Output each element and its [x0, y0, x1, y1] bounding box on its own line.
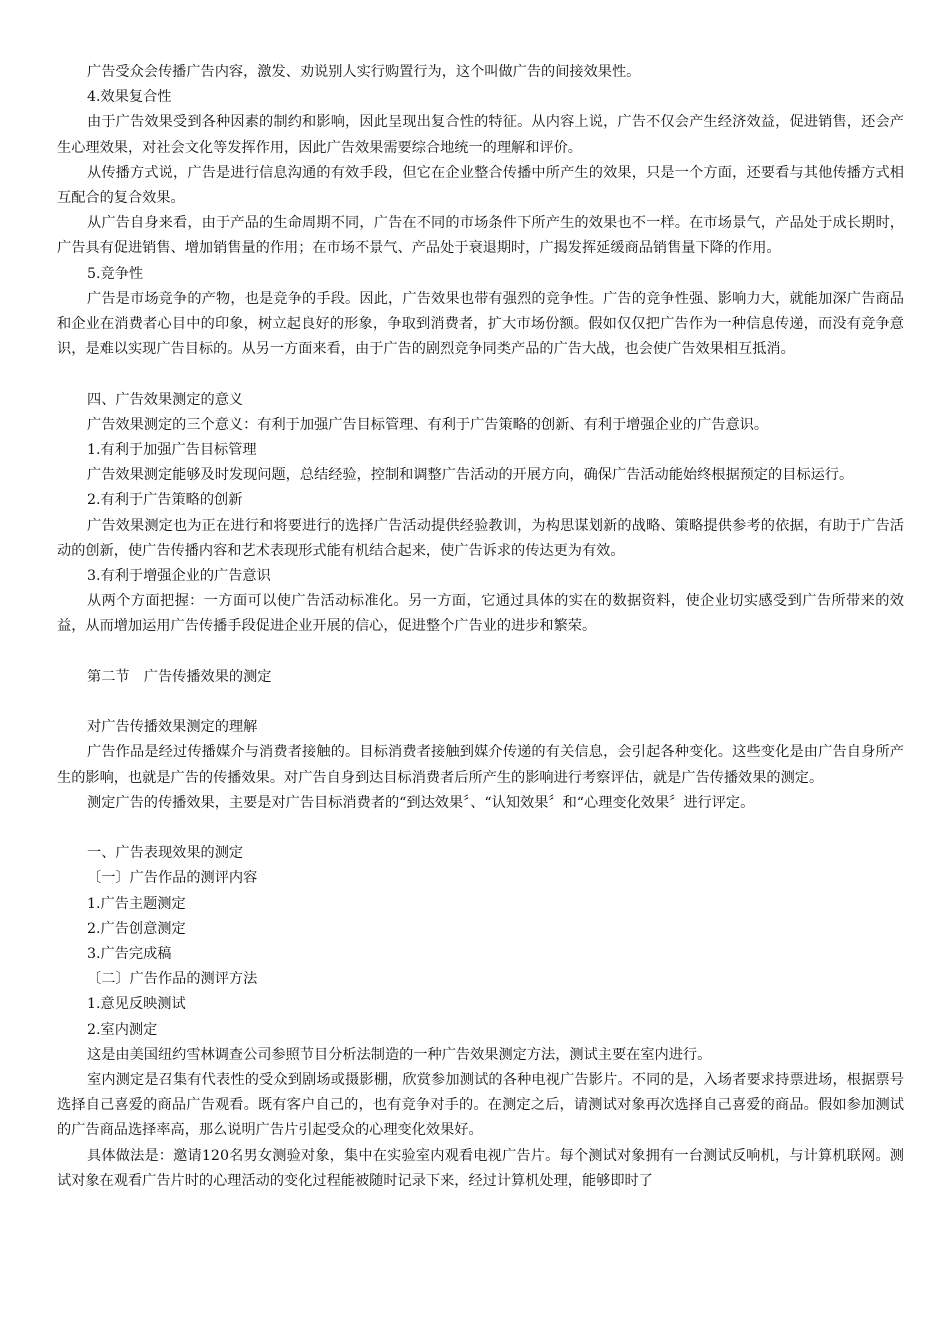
paragraph: 广告受众会传播广告内容，激发、劝说别人实行购置行为，这个叫做广告的间接效果性。 [87, 64, 641, 80]
section-heading: 4.效果复合性 [87, 89, 172, 106]
list-item: 1.意见反映测试 [87, 996, 186, 1013]
paragraph: 广告效果测定的三个意义：有利于加强广告目标管理、有利于广告策略的创新、有利于增强企业的广告意识。 [87, 416, 769, 433]
blank-line [57, 640, 904, 665]
paragraph: 广告效果测定也为正在进行和将要进行的选择广告活动提供经验教训，为构思谋划新的战略、策略提供参考的依据，有助于广告活动的创新，使广告传播内容和艺术表现形式能有机结合起来，使广告诉求的传达更为有效。 [57, 517, 904, 559]
paragraph: 具体做法是：邀请120名男女测验对象，集中在实验室内观看电视广告片。每个测试对象拥有一台测试反响机，与计算机联网。测试对象在观看广告片时的心理活动的变化过程能被随时记录下来，经过计算机处理，能够即时了 [57, 1147, 904, 1189]
list-item: 2.广告创意测定 [87, 920, 186, 937]
section-heading: 1.有利于加强广告目标管理 [87, 442, 257, 459]
paragraph: 由于广告效果受到各种因素的制约和影响，因此呈现出复合性的特征。从内容上说，广告不仅会产生经济效益，促进销售，还会产生心理效果，对社会文化等发挥作用，因此广告效果需要综合地统一的理解和评价。 [57, 114, 904, 156]
paragraph: 室内测定是召集有代表性的受众到剧场或摄影棚，欣赏参加测试的各种电视广告影片。不同的是，入场者要求持票进场，根据票号选择自己喜爱的商品广告观看。既有客户自己的，也有竞争对手的。在测定之后，请测试对象再次选择自己喜爱的商品。假如参加测试的广告商品选择率高，那么说明广告片引起受众的心理变化效果好。 [57, 1072, 904, 1139]
section-heading: 对广告传播效果测定的理解 [87, 719, 258, 736]
paragraph: 广告作品是经过传播媒介与消费者接触的。目标消费者接触到媒介传递的有关信息，会引起各种变化。这些变化是由广告自身所产生的影响，也就是广告的传播效果。对广告自身到达目标消费者后所产生的影响进行考察评估，就是广告传播效果的测定。 [57, 744, 904, 786]
list-item: 3.广告完成稿 [87, 946, 172, 963]
section-heading: 四、广告效果测定的意义 [87, 391, 244, 408]
blank-line [57, 362, 904, 387]
section-heading: 一、广告表现效果的测定 [87, 845, 244, 862]
subsection-heading: 〔二〕广告作品的测评方法 [87, 971, 258, 988]
list-item: 2.室内测定 [87, 1021, 158, 1038]
blank-line [57, 816, 904, 841]
paragraph: 这是由美国纽约雪林调查公司参照节目分析法制造的一种广告效果测定方法，测试主要在室内进行。 [87, 1046, 712, 1063]
section-heading: 5.竞争性 [87, 265, 144, 282]
blank-line [57, 690, 904, 715]
subsection-heading: 〔一〕广告作品的测评内容 [87, 870, 258, 887]
list-item: 1.广告主题测定 [87, 895, 186, 912]
paragraph: 从两个方面把握：一方面可以使广告活动标准化。另一方面，它通过具体的实在的数据资料，使企业切实感受到广告所带来的效益，从而增加运用广告传播手段促进企业开展的信心，促进整个广告业的进步和繁荣。 [57, 593, 904, 635]
section-heading: 2.有利于广告策略的创新 [87, 492, 243, 509]
paragraph: 测定广告的传播效果，主要是对广告目标消费者的“到达效果〞、“认知效果〞和“心理变化效果〞进行评定。 [87, 794, 755, 811]
chapter-heading: 第二节 广告传播效果的测定 [87, 668, 272, 685]
paragraph: 从广告自身来看，由于产品的生命周期不同，广告在不同的市场条件下所产生的效果也不一样。在市场景气，产品处于成长期时，广告具有促进销售、增加销售量的作用；在市场不景气、产品处于衰退期时，广揭发挥延缓商品销售量下降的作用。 [57, 215, 904, 257]
paragraph: 广告是市场竞争的产物，也是竞争的手段。因此，广告效果也带有强烈的竞争性。广告的竞争性强、影响力大，就能加深广告商品和企业在消费者心目中的印象，树立起良好的形象，争取到消费者，扩大市场份额。假如仅仅把广告作为一种信息传递，而没有竞争意识，是难以实现广告目标的。从另一方面来看，由于广告的剧烈竞争同类产品的广告大战，也会使广告效果相互抵消。 [57, 290, 904, 358]
section-heading: 3.有利于增强企业的广告意识 [87, 568, 271, 585]
paragraph: 从传播方式说，广告是进行信息沟通的有效手段，但它在企业整合传播中所产生的效果，只是一个方面，还要看与其他传播方式相互配合的复合效果。 [57, 164, 904, 207]
paragraph: 广告效果测定能够及时发现问题，总结经验，控制和调整广告活动的开展方向，确保广告活动能始终根据预定的目标运行。 [87, 467, 854, 484]
